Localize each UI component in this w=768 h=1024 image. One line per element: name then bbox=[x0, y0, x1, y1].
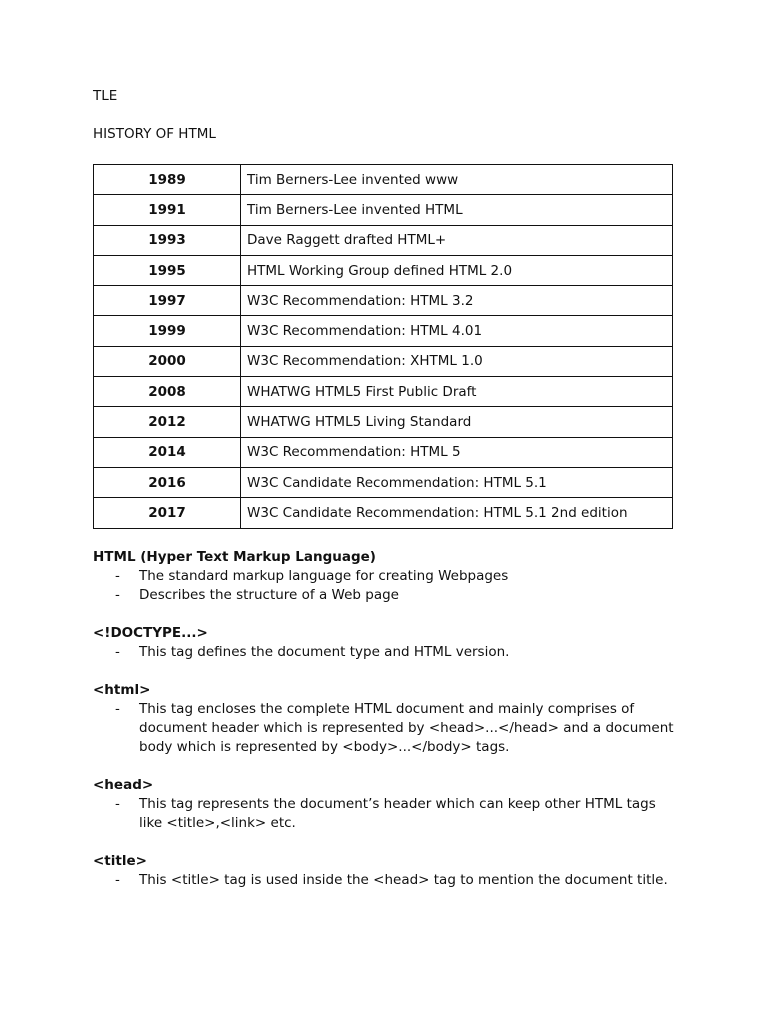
section bbox=[93, 852, 683, 890]
bullet-list bbox=[93, 871, 683, 890]
bullet-list bbox=[93, 700, 683, 757]
bullet-text: Describes the structure of a Web page bbox=[139, 587, 399, 603]
event-cell: Tim Berners-Lee invented www bbox=[241, 165, 673, 195]
table-row bbox=[94, 286, 673, 316]
event-cell: Dave Raggett drafted HTML+ bbox=[241, 225, 673, 255]
bullet-text: This tag encloses the complete HTML document and mainly comprises of document header which is represented by <head>...</head> and a document body which is represented by <body>...</body> tags. bbox=[139, 701, 674, 755]
section-heading: <head> bbox=[93, 777, 154, 793]
bullet-text: This <title> tag is used inside the <head> tag to mention the document title. bbox=[139, 872, 668, 888]
sections-container bbox=[93, 548, 683, 909]
section-heading: <!DOCTYPE...> bbox=[93, 625, 208, 641]
bullet-dash: - bbox=[115, 796, 120, 812]
event-cell: W3C Recommendation: HTML 3.2 bbox=[241, 286, 673, 316]
year-cell: 2017 bbox=[94, 498, 241, 528]
year-cell: 1991 bbox=[94, 195, 241, 225]
year-cell: 2014 bbox=[94, 437, 241, 467]
bullet-dash: - bbox=[115, 587, 120, 603]
list-item bbox=[93, 871, 683, 890]
table-row bbox=[94, 346, 673, 376]
table-row bbox=[94, 498, 673, 528]
section-heading: <html> bbox=[93, 682, 151, 698]
year-cell: 1997 bbox=[94, 286, 241, 316]
event-cell: W3C Recommendation: HTML 5 bbox=[241, 437, 673, 467]
bullet-dash: - bbox=[115, 644, 120, 660]
bullet-dash: - bbox=[115, 568, 120, 584]
year-cell: 1989 bbox=[94, 165, 241, 195]
year-cell: 1999 bbox=[94, 316, 241, 346]
table-row bbox=[94, 467, 673, 497]
bullet-list bbox=[93, 567, 683, 605]
list-item bbox=[93, 643, 683, 662]
table-row bbox=[94, 225, 673, 255]
section-heading: HTML (Hyper Text Markup Language) bbox=[93, 549, 376, 565]
document-label: TLE bbox=[93, 88, 118, 104]
bullet-dash: - bbox=[115, 872, 120, 888]
bullet-text: This tag represents the document’s header which can keep other HTML tags like <title>,<link> etc. bbox=[139, 796, 656, 831]
list-item bbox=[93, 586, 683, 605]
bullet-list bbox=[93, 795, 683, 833]
table-row bbox=[94, 165, 673, 195]
event-cell: W3C Recommendation: HTML 4.01 bbox=[241, 316, 673, 346]
table-row bbox=[94, 255, 673, 285]
year-cell: 2012 bbox=[94, 407, 241, 437]
bullet-dash: - bbox=[115, 701, 120, 717]
document-title: HISTORY OF HTML bbox=[93, 126, 216, 142]
year-cell: 2000 bbox=[94, 346, 241, 376]
year-cell: 1993 bbox=[94, 225, 241, 255]
section bbox=[93, 548, 683, 605]
table-row bbox=[94, 316, 673, 346]
event-cell: W3C Recommendation: XHTML 1.0 bbox=[241, 346, 673, 376]
event-cell: WHATWG HTML5 First Public Draft bbox=[241, 377, 673, 407]
section-heading: <title> bbox=[93, 853, 147, 869]
year-cell: 1995 bbox=[94, 255, 241, 285]
list-item bbox=[93, 700, 683, 757]
year-cell: 2016 bbox=[94, 467, 241, 497]
history-table bbox=[93, 164, 673, 529]
event-cell: W3C Candidate Recommendation: HTML 5.1 bbox=[241, 467, 673, 497]
year-cell: 2008 bbox=[94, 377, 241, 407]
list-item bbox=[93, 567, 683, 586]
table-row bbox=[94, 407, 673, 437]
event-cell: HTML Working Group defined HTML 2.0 bbox=[241, 255, 673, 285]
section bbox=[93, 681, 683, 757]
bullet-text: The standard markup language for creating Webpages bbox=[139, 568, 509, 584]
table-row bbox=[94, 195, 673, 225]
event-cell: W3C Candidate Recommendation: HTML 5.1 2nd edition bbox=[241, 498, 673, 528]
section bbox=[93, 624, 683, 662]
bullet-list bbox=[93, 643, 683, 662]
list-item bbox=[93, 795, 683, 833]
history-table-body bbox=[94, 165, 673, 529]
section bbox=[93, 776, 683, 833]
table-row bbox=[94, 437, 673, 467]
bullet-text: This tag defines the document type and HTML version. bbox=[139, 644, 510, 660]
event-cell: Tim Berners-Lee invented HTML bbox=[241, 195, 673, 225]
event-cell: WHATWG HTML5 Living Standard bbox=[241, 407, 673, 437]
table-row bbox=[94, 377, 673, 407]
